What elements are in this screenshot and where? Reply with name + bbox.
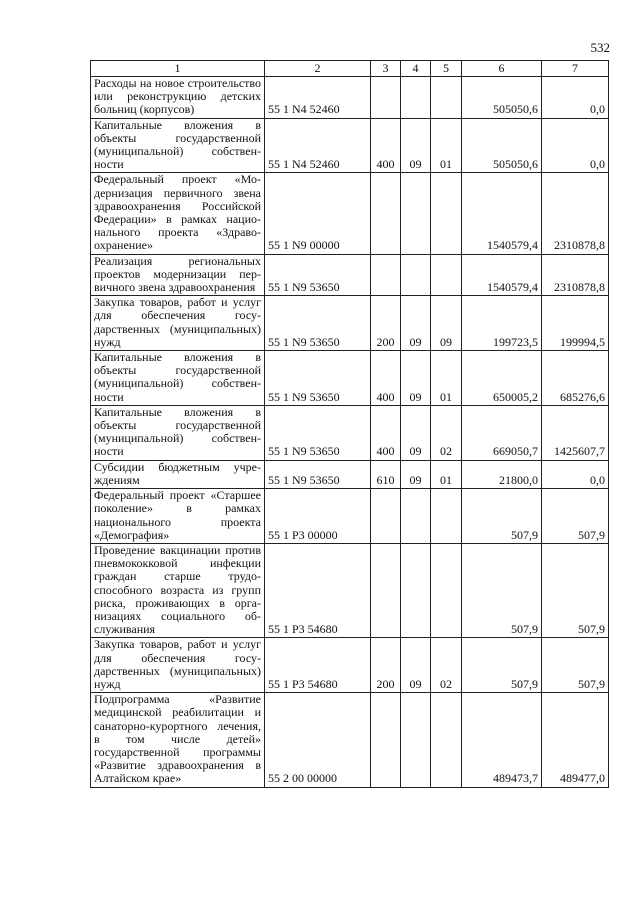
row-code: 55 1 N9 53650 — [265, 460, 371, 488]
row-name: Капитальные вложения в объекты государственной (муниципальной) собственности — [91, 405, 265, 460]
row-code: 55 1 N4 52460 — [265, 77, 371, 119]
row-subsection — [431, 254, 462, 296]
column-header: 4 — [401, 61, 431, 77]
table-row — [91, 173, 609, 254]
row-code: 55 1 P3 54680 — [265, 543, 371, 637]
table-row — [91, 543, 609, 637]
row-name: Подпрограмма «Развитие медицинской реабилитации и санаторно-курортного лечения, в том числе детей» государственной программы «Развитие здравоохранения в Алтайском крае» — [91, 693, 265, 787]
row-expense-type: 400 — [371, 405, 401, 460]
table-row — [91, 296, 609, 351]
row-value-col7: 507,9 — [542, 489, 609, 544]
table-row — [91, 693, 609, 787]
row-value-col7: 2310878,8 — [542, 173, 609, 254]
row-section — [401, 489, 431, 544]
row-value-col7: 685276,6 — [542, 351, 609, 406]
column-header: 7 — [542, 61, 609, 77]
row-name: Капитальные вложения в объекты государственной (муниципальной) собственности — [91, 351, 265, 406]
column-header: 1 — [91, 61, 265, 77]
column-header: 3 — [371, 61, 401, 77]
row-section: 09 — [401, 638, 431, 693]
row-expense-type — [371, 543, 401, 637]
table-header-row — [91, 61, 609, 77]
row-section: 09 — [401, 460, 431, 488]
row-value-col6: 199723,5 — [462, 296, 542, 351]
row-value-col7: 507,9 — [542, 543, 609, 637]
page-number: 532 — [590, 40, 610, 55]
row-code: 55 1 N9 53650 — [265, 254, 371, 296]
row-code: 55 1 N9 53650 — [265, 351, 371, 406]
row-value-col7: 1425607,7 — [542, 405, 609, 460]
row-code: 55 1 P3 00000 — [265, 489, 371, 544]
row-value-col6: 505050,6 — [462, 77, 542, 119]
row-section — [401, 173, 431, 254]
row-subsection — [431, 77, 462, 119]
row-value-col6: 505050,6 — [462, 118, 542, 173]
row-subsection: 02 — [431, 638, 462, 693]
table-row — [91, 351, 609, 406]
row-code: 55 1 N9 00000 — [265, 173, 371, 254]
table-row — [91, 405, 609, 460]
row-value-col6: 650005,2 — [462, 351, 542, 406]
table-row — [91, 254, 609, 296]
row-expense-type — [371, 489, 401, 544]
row-expense-type — [371, 173, 401, 254]
row-name: Субсидии бюджетным учреждениям — [91, 460, 265, 488]
row-section: 09 — [401, 405, 431, 460]
row-code: 55 1 N4 52460 — [265, 118, 371, 173]
row-name: Реализация региональных проектов модернизации первичного звена здравоохранения — [91, 254, 265, 296]
row-subsection — [431, 173, 462, 254]
column-header: 6 — [462, 61, 542, 77]
row-value-col6: 669050,7 — [462, 405, 542, 460]
table-row — [91, 638, 609, 693]
row-value-col6: 507,9 — [462, 638, 542, 693]
row-value-col6: 507,9 — [462, 543, 542, 637]
row-subsection — [431, 693, 462, 787]
row-name: Федеральный проект «Модернизация первичного звена здравоохранения Российской Федерации» в рамках национального проекта «Здравоохранение» — [91, 173, 265, 254]
row-name: Расходы на новое строительство или реконструкцию детских больниц (корпусов) — [91, 77, 265, 119]
row-section — [401, 77, 431, 119]
row-subsection — [431, 543, 462, 637]
row-section — [401, 693, 431, 787]
row-value-col7: 0,0 — [542, 77, 609, 119]
column-header: 5 — [431, 61, 462, 77]
row-section — [401, 254, 431, 296]
row-subsection: 02 — [431, 405, 462, 460]
row-expense-type — [371, 693, 401, 787]
row-expense-type — [371, 254, 401, 296]
row-value-col7: 199994,5 — [542, 296, 609, 351]
row-value-col6: 1540579,4 — [462, 173, 542, 254]
row-value-col6: 489473,7 — [462, 693, 542, 787]
row-name: Закупка товаров, работ и услуг для обеспечения государственных (муниципальных) нужд — [91, 296, 265, 351]
row-value-col7: 507,9 — [542, 638, 609, 693]
row-section: 09 — [401, 118, 431, 173]
row-name: Капитальные вложения в объекты государственной (муниципальной) собственности — [91, 118, 265, 173]
row-value-col6: 1540579,4 — [462, 254, 542, 296]
row-value-col7: 0,0 — [542, 118, 609, 173]
table-row — [91, 77, 609, 119]
row-value-col7: 0,0 — [542, 460, 609, 488]
row-code: 55 2 00 00000 — [265, 693, 371, 787]
row-subsection: 01 — [431, 351, 462, 406]
row-name: Закупка товаров, работ и услуг для обеспечения государственных (муниципальных) нужд — [91, 638, 265, 693]
row-subsection: 09 — [431, 296, 462, 351]
row-expense-type: 200 — [371, 638, 401, 693]
row-expense-type — [371, 77, 401, 119]
row-code: 55 1 N9 53650 — [265, 296, 371, 351]
row-expense-type: 400 — [371, 351, 401, 406]
row-subsection: 01 — [431, 460, 462, 488]
row-section: 09 — [401, 351, 431, 406]
row-value-col6: 507,9 — [462, 489, 542, 544]
row-expense-type: 200 — [371, 296, 401, 351]
row-section: 09 — [401, 296, 431, 351]
row-subsection: 01 — [431, 118, 462, 173]
row-name: Федеральный проект «Старшее поколение» в рамках национального проекта «Демография» — [91, 489, 265, 544]
table-row — [91, 460, 609, 488]
table-row — [91, 489, 609, 544]
row-value-col6: 21800,0 — [462, 460, 542, 488]
row-subsection — [431, 489, 462, 544]
column-header: 2 — [265, 61, 371, 77]
row-value-col7: 2310878,8 — [542, 254, 609, 296]
row-expense-type: 400 — [371, 118, 401, 173]
row-section — [401, 543, 431, 637]
row-value-col7: 489477,0 — [542, 693, 609, 787]
row-code: 55 1 P3 54680 — [265, 638, 371, 693]
row-expense-type: 610 — [371, 460, 401, 488]
budget-table — [90, 60, 609, 788]
table-row — [91, 118, 609, 173]
row-code: 55 1 N9 53650 — [265, 405, 371, 460]
row-name: Проведение вакцинации против пневмококковой инфекции граждан старше трудоспособного возраста из групп риска, проживающих в организациях социального обслуживания — [91, 543, 265, 637]
